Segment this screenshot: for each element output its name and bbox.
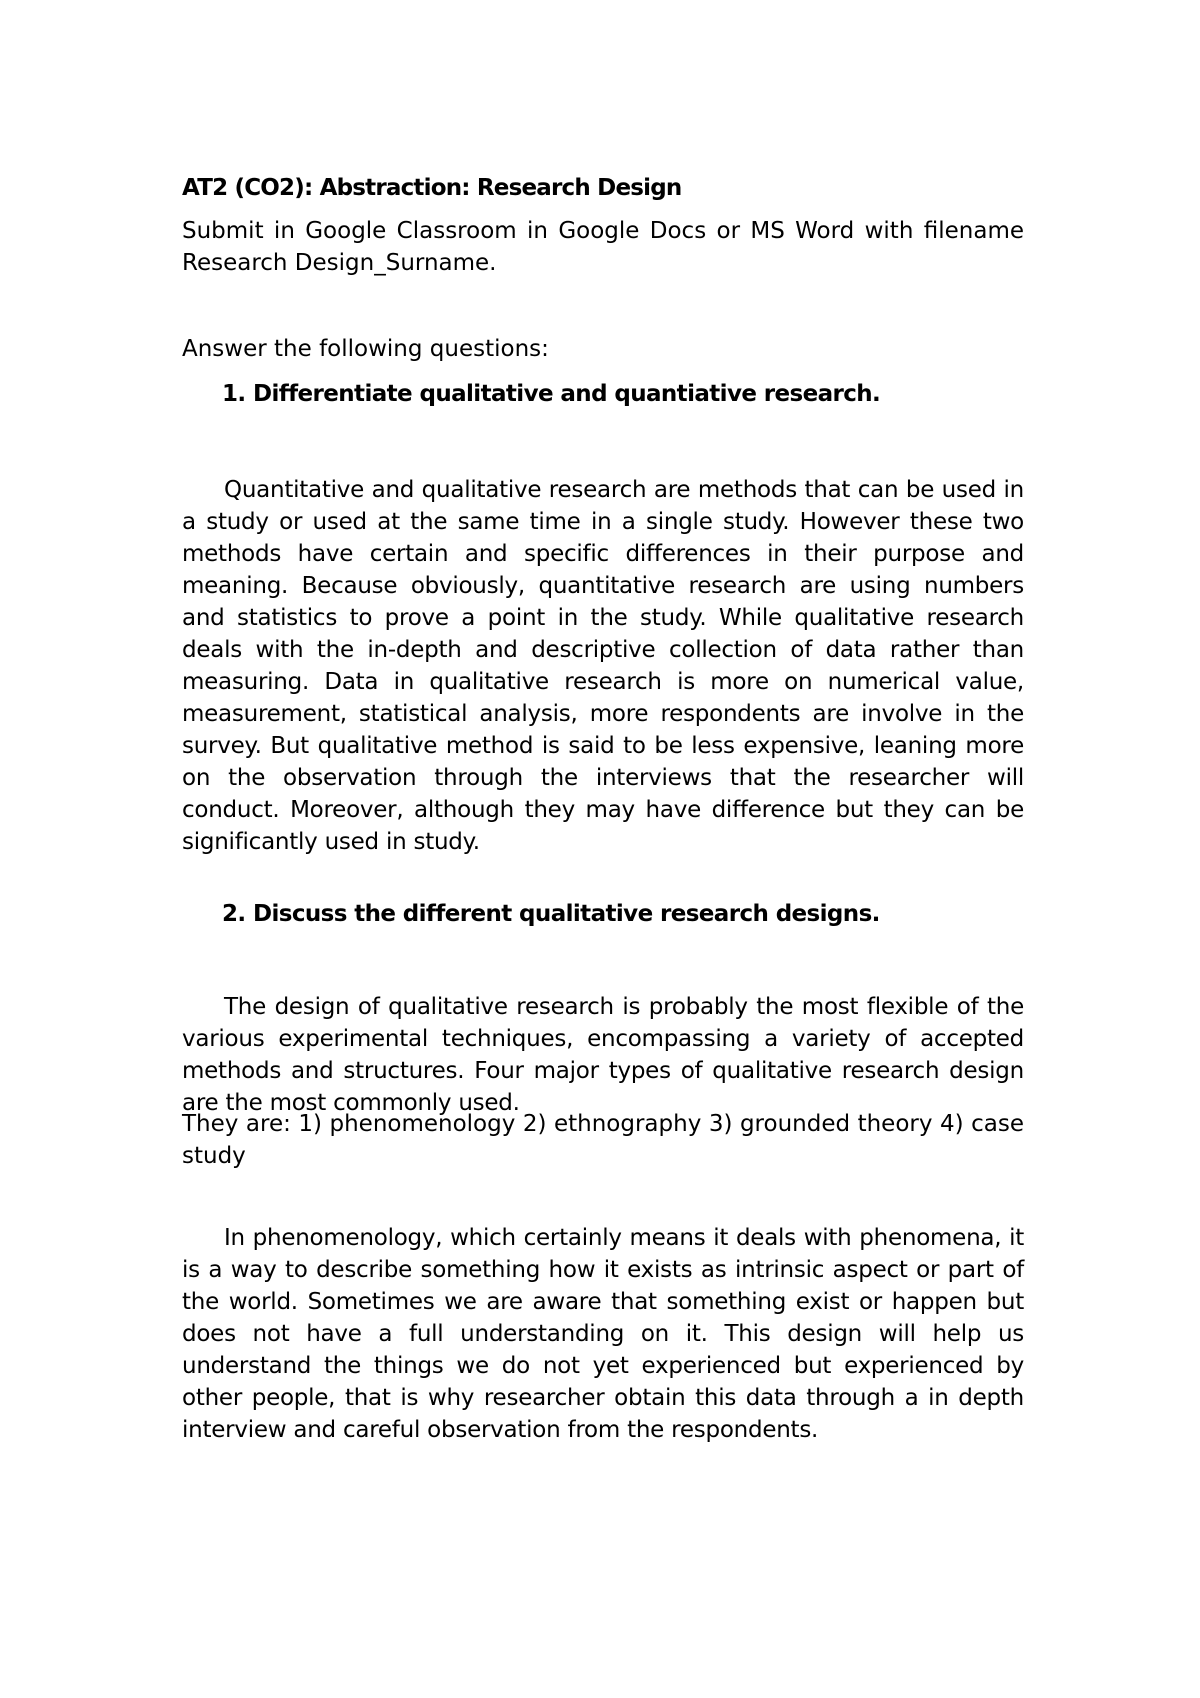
question-1-heading: 1. Differentiate qualitative and quantiative research. (222, 381, 881, 407)
document-title: AT2 (CO2): Abstraction: Research Design (182, 175, 682, 201)
answer-2-design-list: They are: 1) phenomenology 2) ethnography 3) grounded theory 4) case study (182, 1111, 1024, 1169)
answer-1-paragraph: Quantitative and qualitative research are methods that can be used in a study or used at the same time in a single study. However these two methods have certain and specific differences in their purpose and meaning. Because obviously, quantitative research are using numbers and statistics to prove a point in the study. While qualitative research deals with the in-depth and descriptive collection of data rather than measuring. Data in qualitative research is more on numerical value, measurement, statistical analysis, more respondents are involve in the survey. But qualitative method is said to be less expensive, leaning more on the observation through the interviews that the researcher will conduct. Moreover, although they may have difference but they can be significantly used in study. (182, 477, 1024, 855)
phenomenology-paragraph: In phenomenology, which certainly means it deals with phenomena, it is a way to describe something how it exists as intrinsic aspect or part of the world. Sometimes we are aware that something exist or happen but does not have a full understanding on it. This design will help us understand the things we do not yet experienced but experienced by other people, that is why researcher obtain this data through a in depth interview and careful observation from the respondents. (182, 1225, 1024, 1443)
submission-instruction: Submit in Google Classroom in Google Docs or MS Word with filename Research Design_Surname. (182, 218, 1024, 276)
question-2-heading: 2. Discuss the different qualitative research designs. (222, 901, 880, 927)
questions-prompt: Answer the following questions: (182, 336, 549, 362)
answer-2-intro-paragraph: The design of qualitative research is probably the most flexible of the various experimental techniques, encompassing a variety of accepted methods and structures. Four major types of qualitative research design are the most commonly used. (182, 994, 1024, 1116)
